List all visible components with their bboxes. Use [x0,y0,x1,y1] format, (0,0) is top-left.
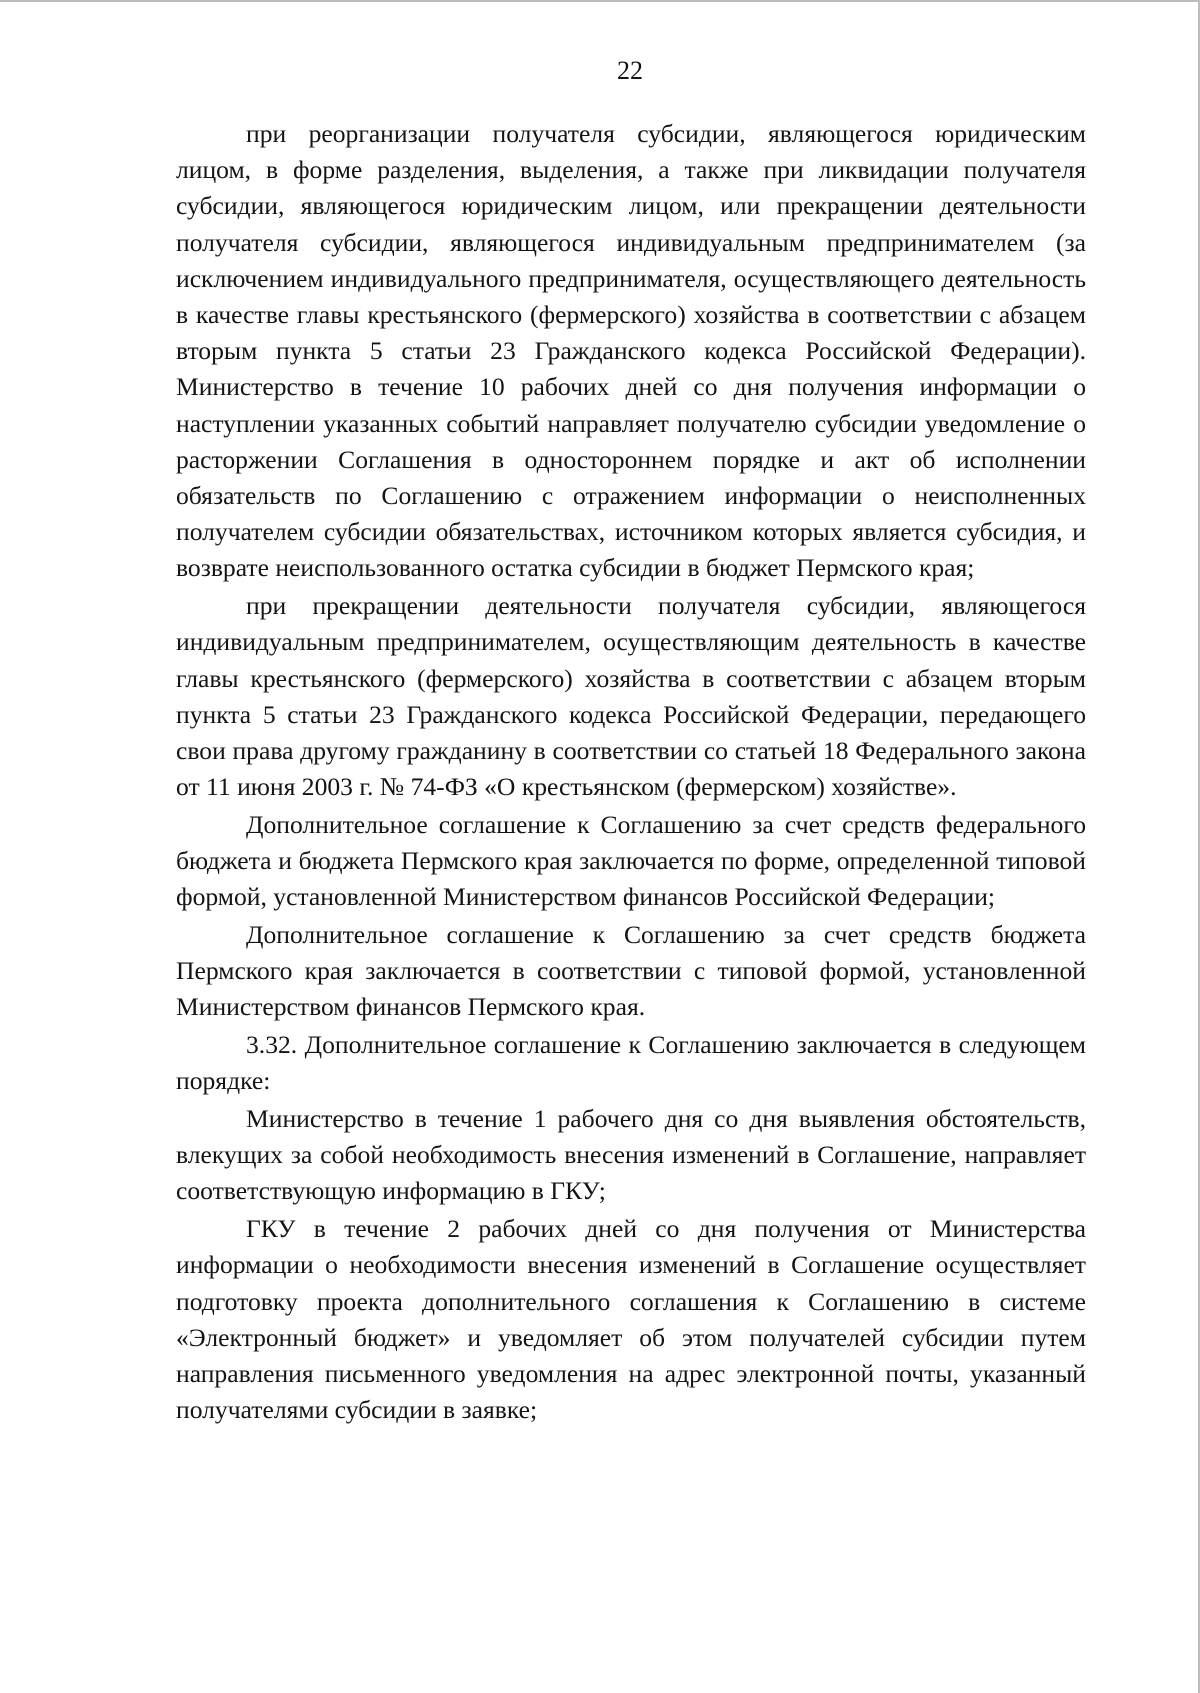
paragraph-termination: при прекращении деятельности получателя субсидии, являющегося индивидуальным предпринимателем, осуществляющим деятельность в качестве главы крестьянского (фермерского) хозяйства в соответствии с абзацем вторым пункта 5 статьи 23 Гражданского кодекса Российской Федерации, передающего свои права другому гражданину в соответствии со статьей 18 Федерального закона от 11 июня 2003 г. № 74-ФЗ «О крестьянском (фермерском) хозяйстве». [176,591,1086,802]
paragraph-reorganization: при реорганизации получателя субсидии, являющегося юридическим лицом, в форме разделения, выделения, а также при ликвидации получателя субсидии, являющегося юридическим лицом, или прекращении деятельности получателя субсидии, являющегося индивидуальным предпринимателем (за исключением индивидуального предпринимателя, осуществляющего деятельность в качестве главы крестьянского (фермерского) хозяйства в соответствии с абзацем вторым пункта 5 статьи 23 Гражданского кодекса Российской Федерации). Министерство в течение 10 рабочих дней со дня получения информации о наступлении указанных событий направляет получателю субсидии уведомление о расторжении Соглашения в одностороннем порядке и акт об исполнении обязательств по Соглашению с отражением информации о неисполненных получателем субсидии обязательствах, источником которых является субсидия, и возврате неиспользованного остатка субсидии в бюджет Пермского края; [176,119,1086,583]
paragraph-ministry-duty: Министерство в течение 1 рабочего дня со дня выявления обстоятельств, влекущих за собой необходимость внесения изменений в Соглашение, направляет соответствующую информацию в ГКУ; [176,1103,1086,1206]
paragraph-federal-agreement: Дополнительное соглашение к Соглашению за счет средств федерального бюджета и бюджета Пермского края заключается по форме, определенной типовой формой, установленной Министерством финансов Российской Федерации; [176,809,1086,912]
page-number: 22 [617,56,643,85]
paragraph-section-3-32: 3.32. Дополнительное соглашение к Соглашению заключается в следующем порядке: [176,1030,1086,1096]
scan-edge-top [0,0,1200,2]
paragraph-regional-agreement: Дополнительное соглашение к Соглашению за счет средств бюджета Пермского края заключается в соответствии с типовой формой, установленной Министерством финансов Пермского края. [176,919,1086,1022]
paragraph-gku-duty: ГКУ в течение 2 рабочих дней со дня получения от Министерства информации о необходимости внесения изменений в Соглашение осуществляет подготовку проекта дополнительного соглашения к Соглашению в системе «Электронный бюджет» и уведомляет об этом получателей субсидии путем направления письменного уведомления на адрес электронной почты, указанный получателями субсидии в заявке; [176,1214,1086,1425]
document-body [176,116,1086,1428]
